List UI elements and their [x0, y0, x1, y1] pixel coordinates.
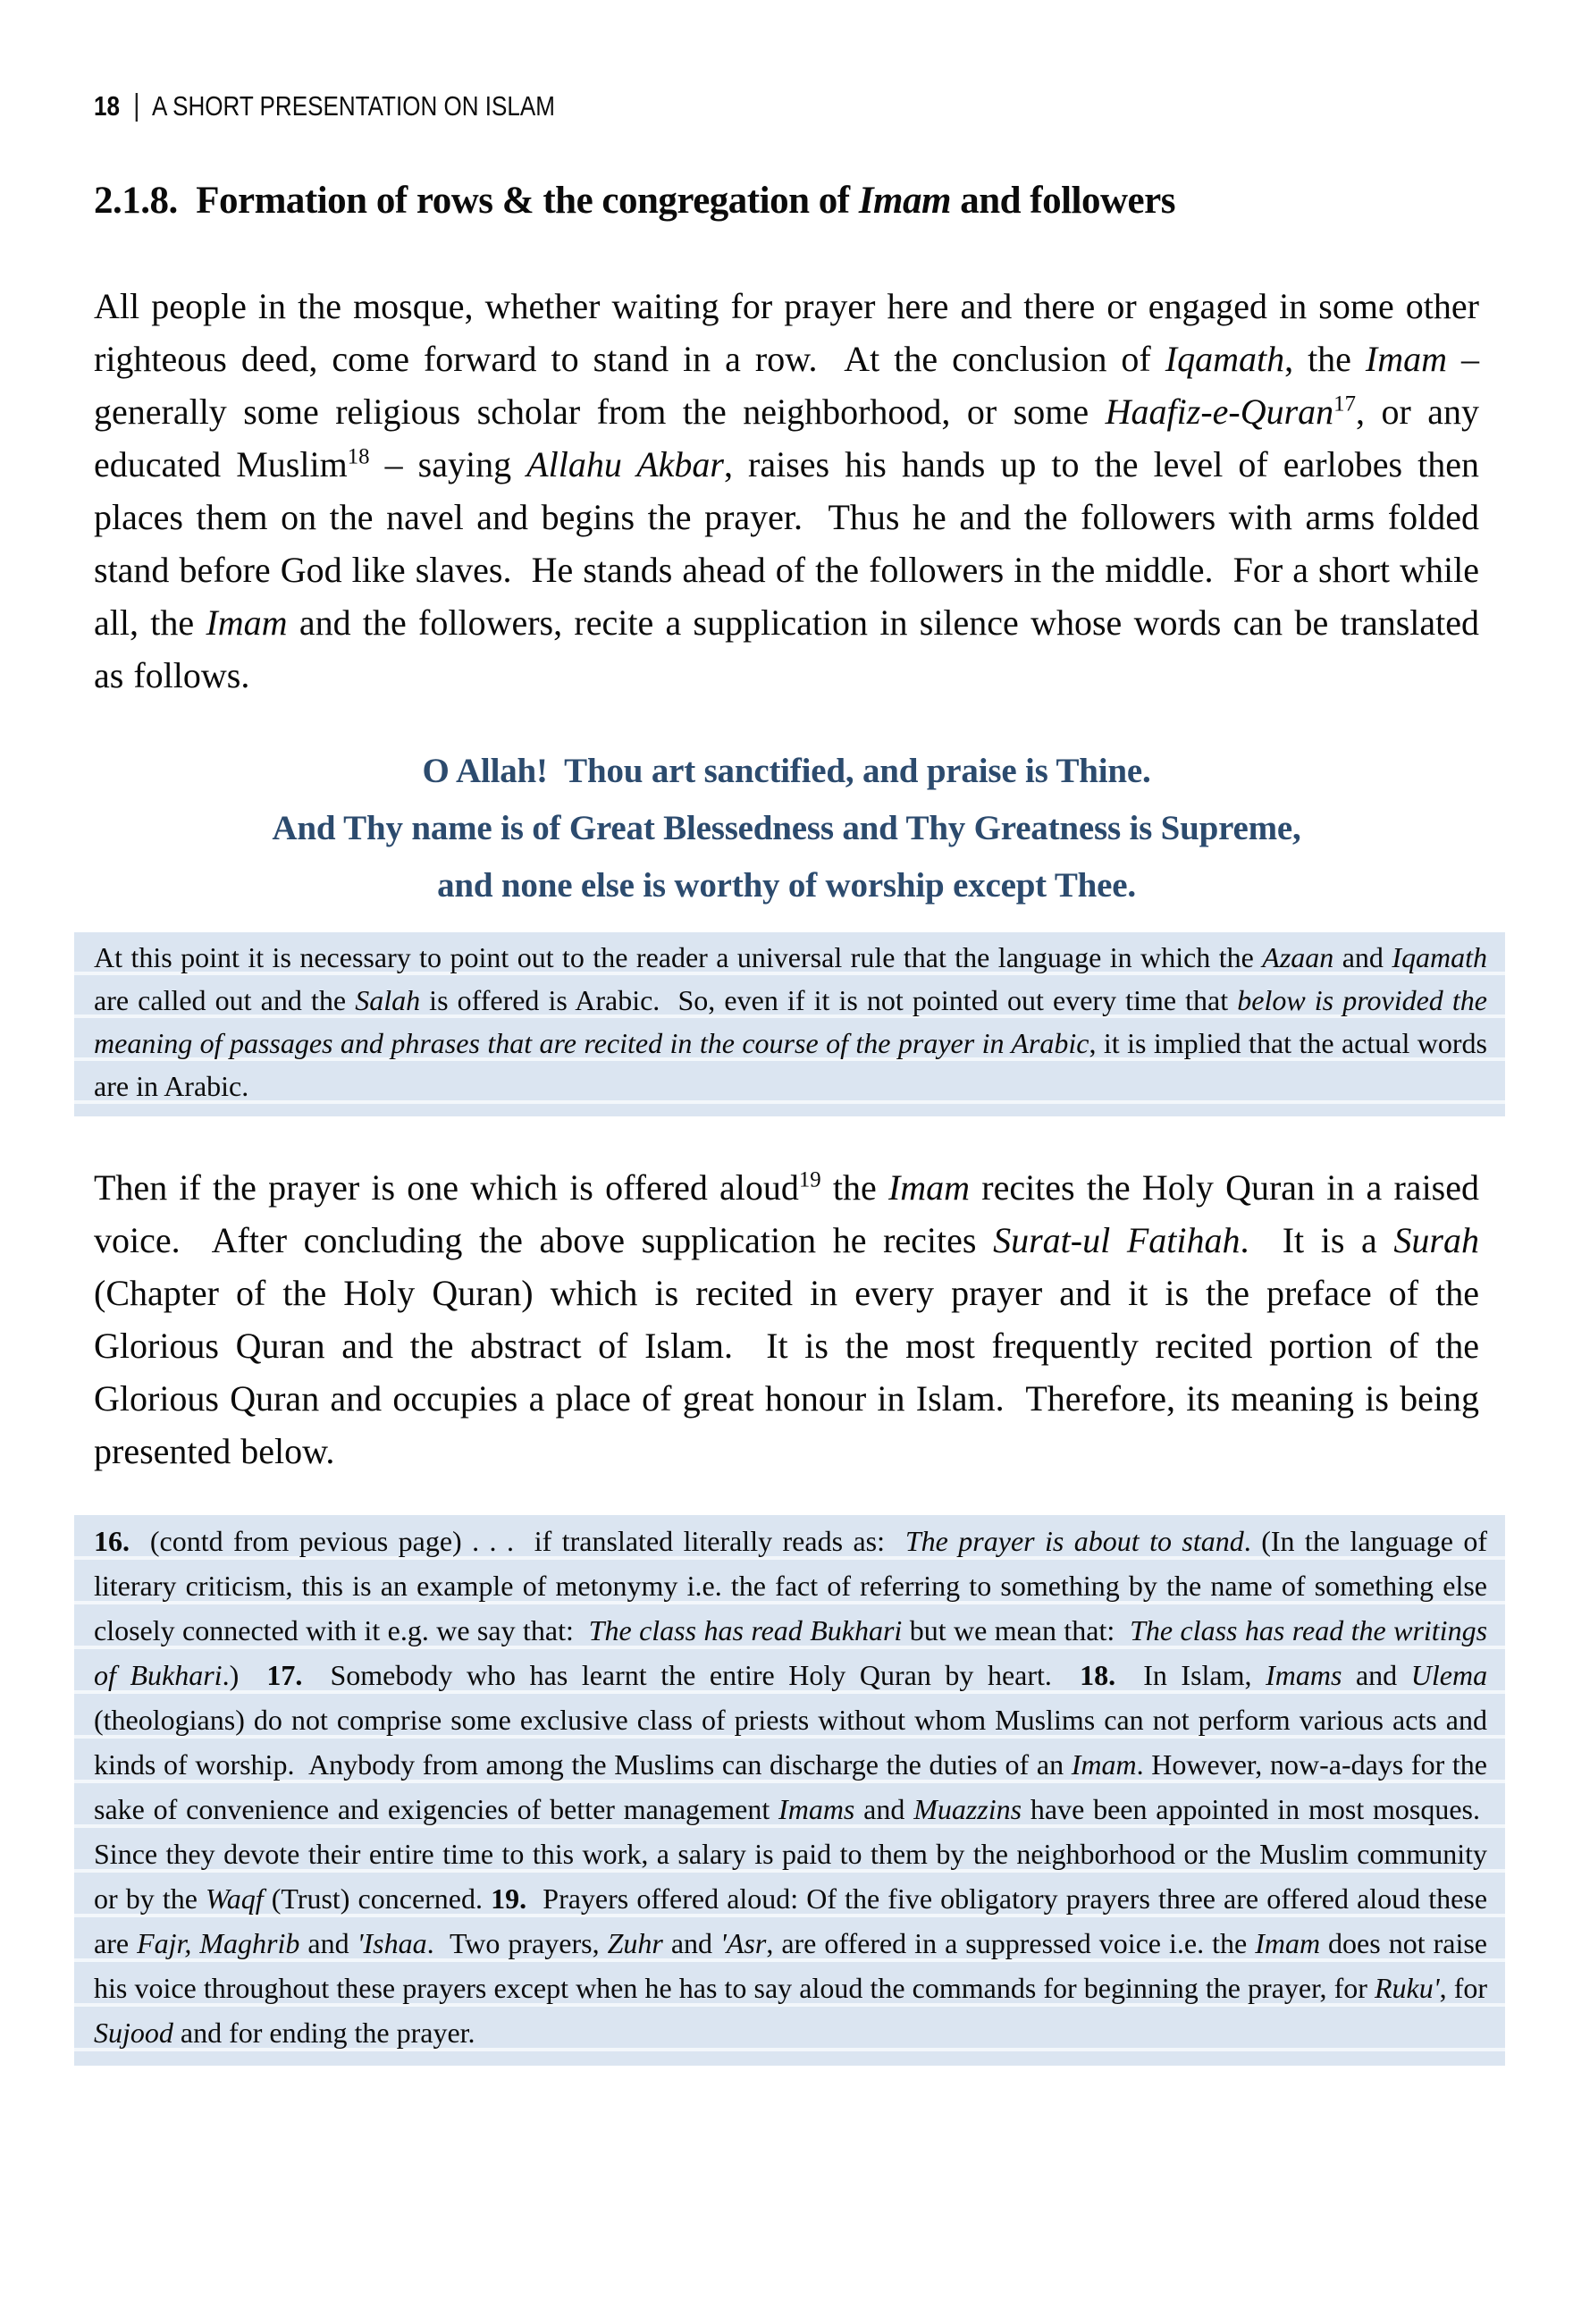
paragraph-2-wrap — [94, 1161, 1479, 1478]
footnotes-block: 16. (contd from pevious page) . . . if translated literally reads as: The prayer is about to stand. (In the language of literary criticism, this is an example of metonymy i.e. the fact of referring to something by the name of something else closely connected with it e.g. we say that: The class has read Bukhari but we mean that: The class has read the writings of Bukhari.) 17. Somebody who has learnt the entire Holy Quran by heart. 18. In Islam, Imams and Ulema (theologians) do not comprise some exclusive class of priests without whom Muslims can not perform various acts and kinds of worship. Anybody from among the Muslims can discharge the duties of an Imam. However, now-a-days for the sake of convenience and exigencies of better management Imams and Muazzins have been appointed in most mosques. Since they devote their entire time to this work, a salary is paid to them by the neighborhood or the Muslim community or by the Waqf (Trust) concerned. 19. Prayers offered aloud: Of the five obligatory prayers three are offered aloud these are Fajr, Maghrib and 'Ishaa. Two prayers, Zuhr and 'Asr, are offered in a suppressed voice i.e. the Imam does not raise his voice throughout these prayers except when he has to say aloud the commands for beginning the prayer, for Ruku', for Sujood and for ending the prayer. — [74, 1515, 1505, 2066]
page-header — [94, 88, 1258, 124]
language-note: At this point it is necessary to point out to the reader a universal rule that the language in which the Azaan and Iqamath are called out and the Salah is offered is Arabic. So, even if it is not pointed out every time that below is provided the meaning of passages and phrases that are recited in the course of the prayer in Arabic, it is implied that the actual words are in Arabic. — [74, 932, 1505, 1116]
supplication-block — [121, 743, 1452, 914]
header-separator: | — [133, 88, 140, 122]
supplication-line-1: O Allah! Thou art sanctified, and praise is Thine. — [422, 752, 1151, 790]
paragraph-1: All people in the mosque, whether waiting for prayer here and there or engaged in some other righteous deed, come forward to stand in a row. At the conclusion of Iqamath, the Imam – generally some religious scholar from the neighborhood, or some Haafiz-e-Quran$^{17}$, or any educated Muslim$^{18}$ – saying Allahu Akbar, raises his hands up to the level of earlobes then places them on the navel and begins the prayer. Thus he and the followers with arms folded stand before God like slaves. He stands ahead of the followers in the middle. For a short while all, the Imam and the followers, recite a supplication in silence whose words can be translated as follows. — [94, 286, 1480, 695]
supplication-line-3: and none else is worthy of worship except Thee. — [437, 866, 1136, 905]
supplication-line-2: And Thy name is of Great Blessedness and Thy Greatness is Supreme, — [272, 809, 1301, 847]
paragraph-2: Then if the prayer is one which is offered aloud$^{19}$ the Imam recites the Holy Quran in a raised voice. After concluding the above supplication he recites Surat-ul Fatihah. It is a Surah (Chapter of the Holy Quran) which is recited in every prayer and it is the preface of the Glorious Quran and the abstract of Islam. It is the most frequently recited portion of the Glorious Quran and occupies a place of great honour in Islam. Therefore, its meaning is being presented below. — [94, 1167, 1479, 1471]
book-title: A SHORT PRESENTATION ON ISLAM — [151, 90, 555, 122]
page-number: 18 — [94, 90, 120, 122]
section-heading: 2.1.8. Formation of rows & the congregation of Imam and followers — [94, 180, 1175, 222]
